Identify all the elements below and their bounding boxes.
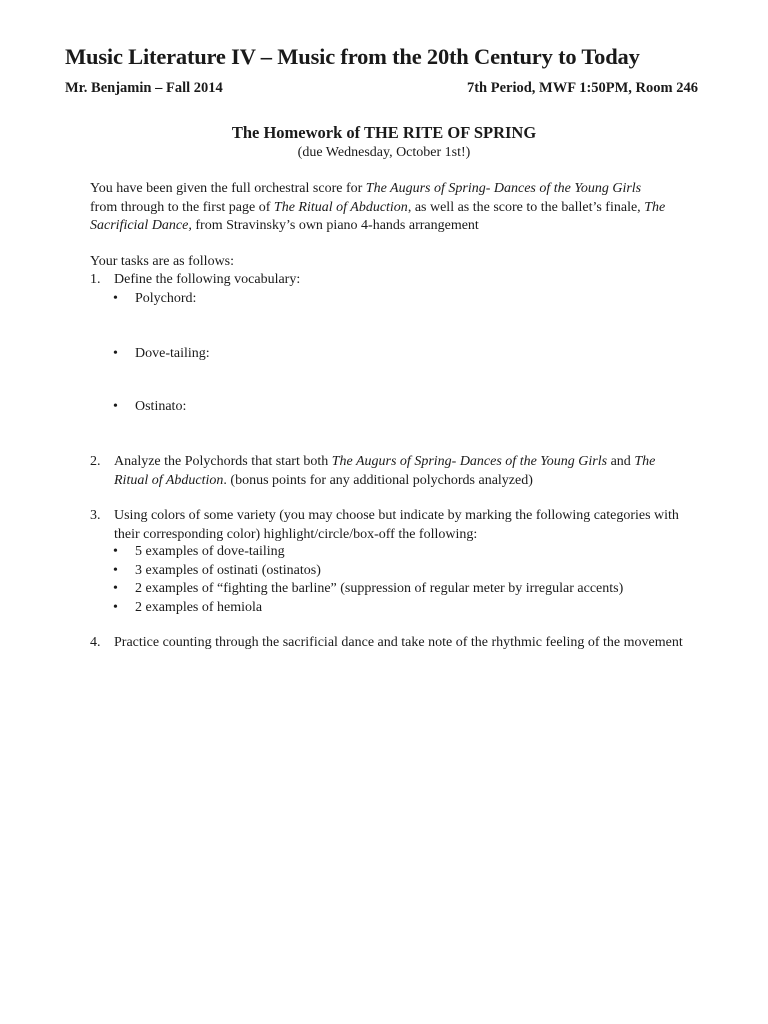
bullet-icon: •: [113, 599, 118, 615]
list-item-text: 3 examples of ostinati (ostinatos): [135, 562, 321, 578]
assignment-title: The Homework of THE RITE OF SPRING: [231, 123, 537, 142]
list-item: [113, 599, 623, 618]
task-text: [114, 453, 690, 490]
list-item: [113, 543, 623, 562]
marking-list: [113, 543, 623, 617]
work-title-augurs: The Augurs of Spring- Dances of the Young Girls: [331, 454, 608, 469]
task-number: 4.: [90, 635, 101, 650]
due-date: (due Wednesday, October 1st!): [297, 145, 471, 160]
task-number: 2.: [90, 454, 101, 469]
task-number: 3.: [90, 508, 101, 523]
list-item-text: 2 examples of hemiola: [135, 599, 263, 615]
class-schedule: 7th Period, MWF 1:50PM, Room 246: [466, 80, 698, 96]
task-text: Define the following vocabulary:: [114, 272, 301, 287]
task-text: Practice counting through the sacrificial dance and take note of the rhythmic feeling of the movement: [114, 635, 683, 650]
task-text: Using colors of some variety (you may choose but indicate by marking the following categories with their corresponding color) highlight/circle/box-off the following:: [114, 508, 679, 542]
vocab-item: [113, 290, 196, 309]
vocab-item: [113, 345, 210, 364]
list-item-text: 5 examples of dove-tailing: [135, 544, 285, 559]
bullet-icon: •: [113, 291, 118, 306]
task-text-part: Analyze the Polychords that start both: [114, 454, 332, 469]
task-3: [90, 507, 690, 544]
vocab-term: Ostinato:: [135, 399, 187, 414]
intro-text-3: , as well as the score to the ballet’s finale,: [407, 199, 645, 215]
intro-text-4: from Stravinsky’s own piano 4-hands arrangement: [191, 218, 479, 233]
intro-text-1: You have been given the full orchestral score for: [90, 181, 366, 196]
list-item: [113, 580, 623, 599]
task-2: [90, 453, 690, 490]
task-1: [90, 271, 690, 290]
bullet-icon: •: [113, 581, 118, 596]
work-title-ritual: The Ritual of Abduction: [114, 454, 656, 488]
work-title-augurs: The Augurs of Spring- Dances of the Young Girls: [365, 181, 642, 196]
bullet-icon: •: [113, 562, 118, 578]
course-title: Music Literature IV – Music from the 20th Century to Today: [65, 44, 640, 69]
list-item-text: 2 examples of “fighting the barline” (suppression of regular meter by irregular accents): [135, 581, 624, 596]
intro-text-2: from through to the first page of: [90, 199, 274, 215]
bullet-icon: •: [113, 346, 118, 361]
work-title-ritual: The Ritual of Abduction: [273, 199, 408, 215]
vocab-term: Dove-tailing:: [135, 346, 210, 361]
vocab-term: Polychord:: [135, 291, 197, 306]
task-number: 1.: [90, 272, 101, 287]
task-text-part: . (bonus points for any additional polychords analyzed): [223, 472, 533, 488]
intro-paragraph: [90, 180, 670, 236]
list-item: [113, 562, 623, 581]
bullet-icon: •: [113, 399, 118, 414]
bullet-icon: •: [113, 544, 118, 559]
task-text-part: and: [607, 454, 635, 469]
vocab-item: [113, 398, 186, 417]
teacher-term: Mr. Benjamin – Fall 2014: [65, 80, 223, 96]
task-4: [90, 634, 690, 653]
tasks-intro: Your tasks are as follows:: [90, 254, 235, 269]
work-title-sacrificial: The Sacrificial Dance,: [90, 199, 666, 233]
